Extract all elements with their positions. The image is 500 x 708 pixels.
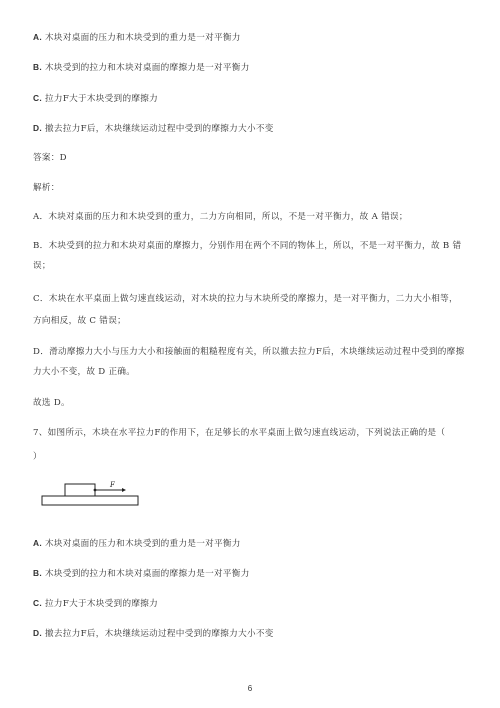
option-letter: B. (33, 62, 42, 72)
option-letter: C. (33, 93, 42, 103)
option-text: 木块对桌面的压力和木块受到的重力是一对平衡力 (45, 33, 241, 43)
answer-line: 答案：D (33, 153, 67, 163)
table-surface (42, 496, 138, 505)
analysis-a: A．木块对桌面的压力和木块受到的重力，二力方向相同，所以，不是一对平衡力，故 A 错误； (33, 212, 408, 222)
option-b (33, 61, 250, 74)
question-7-line1: 7、如图所示，木块在水平拉力F的作用下，在足够长的水平桌面上做匀速直线运动，下列说法正确的是（ (33, 428, 446, 438)
q7-option-a (33, 537, 241, 550)
option-letter: B. (33, 568, 42, 578)
analysis-b-line1: B．木块受到的拉力和木块对桌面的摩擦力，分别作用在两个不同的物体上，所以，不是一对平衡力，故 B 错 (33, 241, 462, 251)
option-letter: C. (33, 598, 42, 608)
option-text: 撤去拉力F后，木块继续运动过程中受到的摩擦力大小不变 (45, 124, 274, 134)
analysis-c-line2: 方向相反，故 C 错误； (33, 316, 126, 326)
analysis-d-line2: 力大小不变，故 D 正确。 (33, 367, 136, 377)
option-text: 木块受到的拉力和木块对桌面的摩擦力是一对平衡力 (45, 569, 250, 579)
option-c (33, 92, 158, 105)
analysis-d-line1: D．滑动摩擦力大小与压力大小和接触面的粗糙程度有关，所以撤去拉力F后，木块继续运动过程中受到的摩擦 (33, 347, 465, 357)
option-text: 木块受到的拉力和木块对桌面的摩擦力是一对平衡力 (45, 63, 250, 73)
option-text: 撤去拉力F后，木块继续运动过程中受到的摩擦力大小不变 (45, 629, 274, 639)
option-text: 拉力F大于木块受到的摩擦力 (45, 94, 159, 104)
block-force-diagram (40, 480, 150, 510)
conclusion: 故选 D。 (33, 398, 70, 408)
analysis-label: 解析： (33, 183, 60, 193)
q7-option-d (33, 627, 274, 640)
option-letter: A. (33, 32, 42, 42)
arrow-head-icon (122, 488, 126, 492)
force-origin-dot (94, 489, 97, 492)
page-number: 6 (247, 684, 253, 693)
option-d (33, 122, 274, 135)
option-letter: D. (33, 123, 42, 133)
option-letter: D. (33, 628, 42, 638)
question-7-line2: ） (33, 452, 42, 462)
q7-option-c (33, 597, 158, 610)
analysis-b-line2: 误； (33, 261, 51, 271)
force-label: F (110, 481, 115, 489)
option-text: 木块对桌面的压力和木块受到的重力是一对平衡力 (45, 539, 241, 549)
option-a (33, 31, 241, 44)
option-letter: A. (33, 538, 42, 548)
q7-option-b (33, 567, 250, 580)
analysis-c-line1: C．木块在水平桌面上做匀速直线运动，对木块的拉力与木块所受的摩擦力，是一对平衡力，二力大小相等， (33, 294, 458, 304)
wooden-block (65, 484, 95, 496)
option-text: 拉力F大于木块受到的摩擦力 (45, 599, 159, 609)
